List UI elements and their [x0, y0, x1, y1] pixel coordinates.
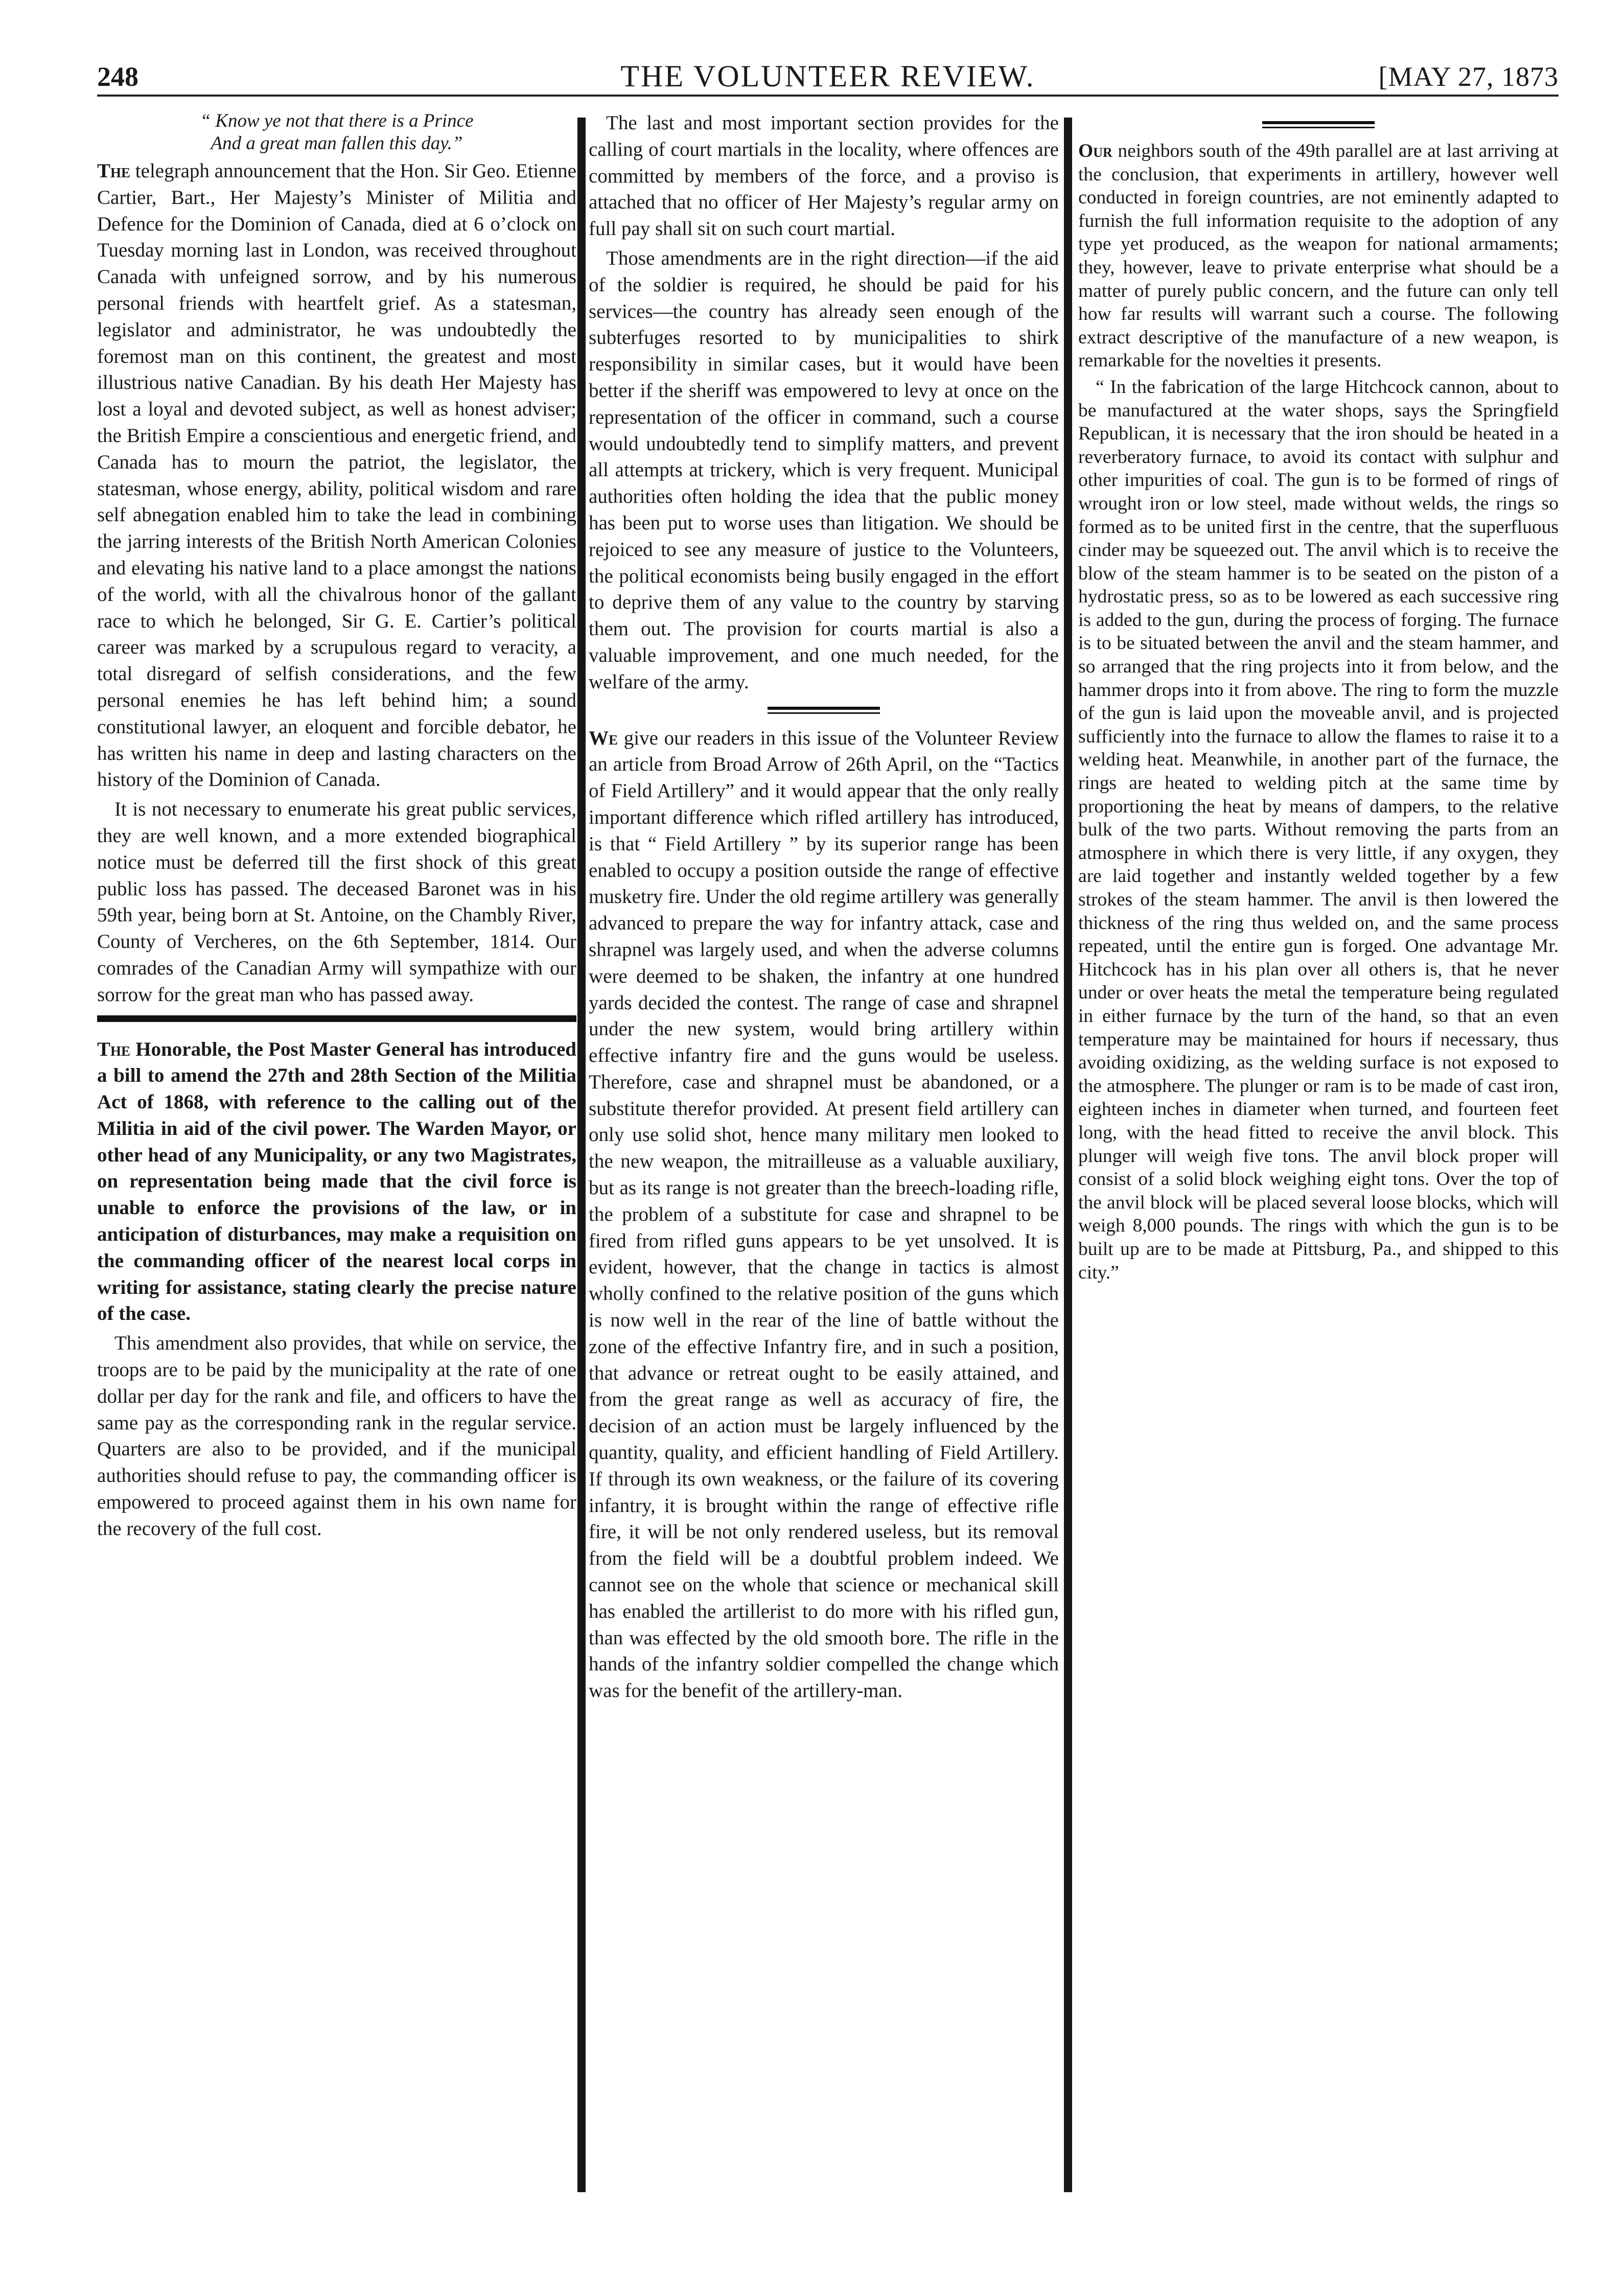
article-paragraph: [589, 725, 1059, 1704]
lead-word: The: [97, 160, 131, 182]
column-left: [97, 110, 576, 2200]
paragraph-text: neighbors south of the 49th parallel are at last arriving at the conclusion, that experiments in artillery, however well conducted in foreign countries, are not eminently adapted to furnish the full information requisite to the adoption of any type yet produced, as the weapon for national armaments; they, however, leave to private enterprise what should be a matter of purely public concern, and the future can only tell how far results will warrant such a course. The following extract descriptive of the manufacture of a new weapon, is remarkable for the novelties it presents.: [1078, 141, 1559, 371]
lead-word: Our: [1078, 141, 1112, 161]
article-paragraph: “ In the fabrication of the large Hitchcock cannon, about to be manufactured at the water shops, says the Springfield Republican, it is necessary that the iron should be heated in a reverberatory furnace, to avoid its contact with sulphur and other impurities of coal. The gun is to be formed of rings of wrought iron or low steel, made without welds, the rings so formed as to be united first in the centre, that the superfluous cinder may be squeezed out. The anvil which is to receive the blow of the steam hammer is to be seated on the piston of a hydrostatic press, so as to be lowered as each successive ring is added to the gun, during the process of forging. The furnace is to be situated between the anvil and the steam hammer, and so arranged that the ring projects into it from below, and the hammer drops into it from above. The ring to form the muzzle of the gun is laid upon the moveable anvil, and is projected sufficiently into the furnace to allow the flames to raise it to a welding heat. Meanwhile, in another part of the furnace, the rings are heated to welding pitch at the same time by proportioning the heat by means of dampers, to the relative bulk of the two parts. Without removing the parts from an atmosphere in which there is very little, if any oxygen, they are laid together and instantly welded together by a few strokes of the steam hammer. The anvil is then lowered the thickness of the ring thus welded on, and the same process repeated, until the entire gun is forged. One advantage Mr. Hitchcock has in his plan over all others is, that he never under or over heats the metal the temperature being regulated in either furnace by the turn of the hand, so that an even temperature may be maintained for hours if necessary, thus avoiding oxidizing, as the welding surface is not exposed to the atmosphere. The plunger or ram is to be made of cast iron, eighteen inches in diameter when turned, and fourteen feet long, with the head fitted to receive the anvil block. This plunger will weigh five tons. The anvil block proper will consist of a solid block weighing eight tons. Over the top of the anvil block will be placed several loose blocks, which will weigh 8,000 pounds. The rings with which the gun is to be built up are to be made at Pittsburg, Pa., and shipped to this city.”: [1078, 376, 1559, 1283]
epigraph-line: “ Know ye not that there is a Prince: [200, 110, 474, 131]
journal-title: THE VOLUNTEER REVIEW.: [620, 59, 1035, 93]
article-hitchcock-cannon: [1078, 140, 1559, 1284]
article-paragraph: [97, 158, 576, 793]
article-divider: [97, 1015, 576, 1022]
lead-word: We: [589, 727, 618, 749]
article-paragraph: [1078, 140, 1559, 373]
lead-word: The: [97, 1038, 131, 1060]
column-right: [1078, 110, 1559, 2200]
epigraph: [97, 110, 576, 155]
article-militia-bill: [97, 1036, 576, 1542]
column-rule: [1064, 118, 1072, 2192]
article-paragraph: The last and most important section provides for the calling of court martials in the locality, where offences are committed by members of the force, and a proviso is attached that no officer of Her Majesty’s regular army on full pay shall sit on such court martial.: [589, 112, 1059, 240]
article-paragraph: It is not necessary to enumerate his great public services, they are well known, and a more extended biographical notice must be deferred till the first shock of this great public loss has passed. The deceased Baronet was in his 59th year, being born at St. Antoine, on the Chambly River, County of Vercheres, on the 6th September, 1814. Our comrades of the Canadian Army will sympathize with our sorrow for the great man who has passed away.: [97, 798, 576, 1006]
article-field-artillery: [589, 725, 1059, 1704]
paragraph-text: give our readers in this issue of the Volunteer Review an article from Broad Arrow of 26th April, on the “Tactics of Field Artillery” and it would appear that the only really important difference which rifled artillery has introduced, is that “ Field Artillery ” by its superior range has been enabled to occupy a position outside the range of effective musketry fire. Under the old regime artillery was generally advanced to prepare the way for infantry attack, case and shrapnel was largely used, and when the adverse columns were deemed to be shaken, the infantry at one hundred yards decided the contest. The range of case and shrapnel under the new system, would bring artillery within effective infantry fire and the guns would be useless. Therefore, case and shrapnel must be abandoned, or a substitute therefor provided. At present field artillery can only use solid shot, hence many military men looked to the new weapon, the mitrailleuse as a valuable auxiliary, but as its range is not greater than the breech-loading rifle, the problem of a substitute for case and shrapnel to be fired from rifled guns appears to be yet unsolved. It is evident, however, that the change in tactics is almost wholly confined to the relative position of the guns which is now well in the rear of the line of battle without the zone of the effective Infantry fire, and in such a position, that advance or retreat ought to be easily attained, and from the great range as well as accuracy of fire, the decision of an action must be largely influenced by the quantity, quality, and efficient handling of Field Artillery. If through its own weakness, or the failure of its covering infantry, it is brought within the range of effective rifle fire, it will be not only rendered useless, but its removal from the field will be a doubtful problem indeed. We cannot see on the whole that science or mechanical skill has enabled the artillerist to do more with his rifled gun, than was effected by the old smooth bore. The rifle in the hands of the infantry soldier compelled the change which was for the benefit of the artillery-man.: [589, 727, 1059, 1702]
paragraph-text: Honorable, the Post Master General has introduced a bill to amend the 27th and 28th Section of the Militia Act of 1868, with reference to the calling out of the Militia in aid of the civil power. The Warden Mayor, or other head of any Municipality, or any two Magistrates, on representation being made that the civil force is unable to enforce the provisions of the law, or in anticipation of disturbances, may make a requisition on the commanding officer of the nearest local corps in writing for assistance, stating clearly the precise nature of the case.: [97, 1038, 576, 1325]
article-paragraph: This amendment also provides, that while on service, the troops are to be paid by the municipality at the rate of one dollar per day for the rank and file, and officers to have the same pay as the corresponding rank in the regular service. Quarters are also to be provided, and if the municipal authorities should refuse to pay, the commanding officer is empowered to proceed against them in his own name for the recovery of the full cost.: [97, 1332, 576, 1540]
issue-date: [MAY 27, 1873: [1378, 61, 1559, 92]
article-cartier: [97, 110, 576, 1008]
column-rule: [577, 118, 586, 2192]
article-divider: [768, 707, 880, 714]
page-header: [97, 49, 1559, 97]
paragraph-text: telegraph announcement that the Hon. Sir Geo. Etienne Cartier, Bart., Her Majesty’s Minister of Militia and Defence for the Dominion of Canada, died at 6 o’clock on Tuesday morning last in London, was received throughout Canada with unfeigned sorrow, and by his numerous personal friends with heartfelt grief. As a statesman, legislator and administrator, he was undoubtedly the foremost man on this continent, the greatest and most illustrious native Canadian. By his death Her Majesty has lost a loyal and devoted subject, as well as honest adviser; the British Empire a conscientious and energetic friend, and Canada has to mourn the patriot, the legislator, the statesman, whose energy, ability, political wisdom and rare self abnegation enabled him to take the lead in combining the jarring interests of the British North American Colonies and elevating his native land to a place amongst the nations of the world, with all the chivalrous honor of the gallant race to which he belonged, Sir G. E. Cartier’s political career was marked by a scrupulous regard to veracity, a total disregard of selfish considerations, and the few personal enemies he has left behind him; a sound constitutional lawyer, an eloquent and forcible debator, he has written his name in deep and lasting characters on the history of the Dominion of Canada.: [97, 160, 576, 791]
epigraph-line: And a great man fallen this day.”: [211, 133, 463, 154]
page-number: 248: [97, 61, 138, 92]
article-militia-bill-continued: [589, 110, 1059, 695]
article-divider: [1262, 121, 1375, 128]
article-paragraph: Those amendments are in the right direction—if the aid of the soldier is required, he should be paid for his services—the country has already seen enough of the subterfuges resorted to by municipalities to shirk responsibility in similar cases, but it would have been better if the sheriff was empowered to levy at once on the representation of the officer in command, such a course would undoubtedly tend to simplify matters, and prevent all attempts at trickery, which is very frequent. Municipal authorities often holding the idea that the public money has been put to worse uses than litigation. We should be rejoiced to see any measure of justice to the Volunteers, the political economists being busily engaged in the effort to deprive them of any value to the country by starving them out. The provision for courts martial is also a valuable improvement, and one much needed, for the welfare of the army.: [589, 247, 1059, 693]
article-paragraph: [97, 1036, 576, 1328]
column-middle: [589, 110, 1059, 2200]
